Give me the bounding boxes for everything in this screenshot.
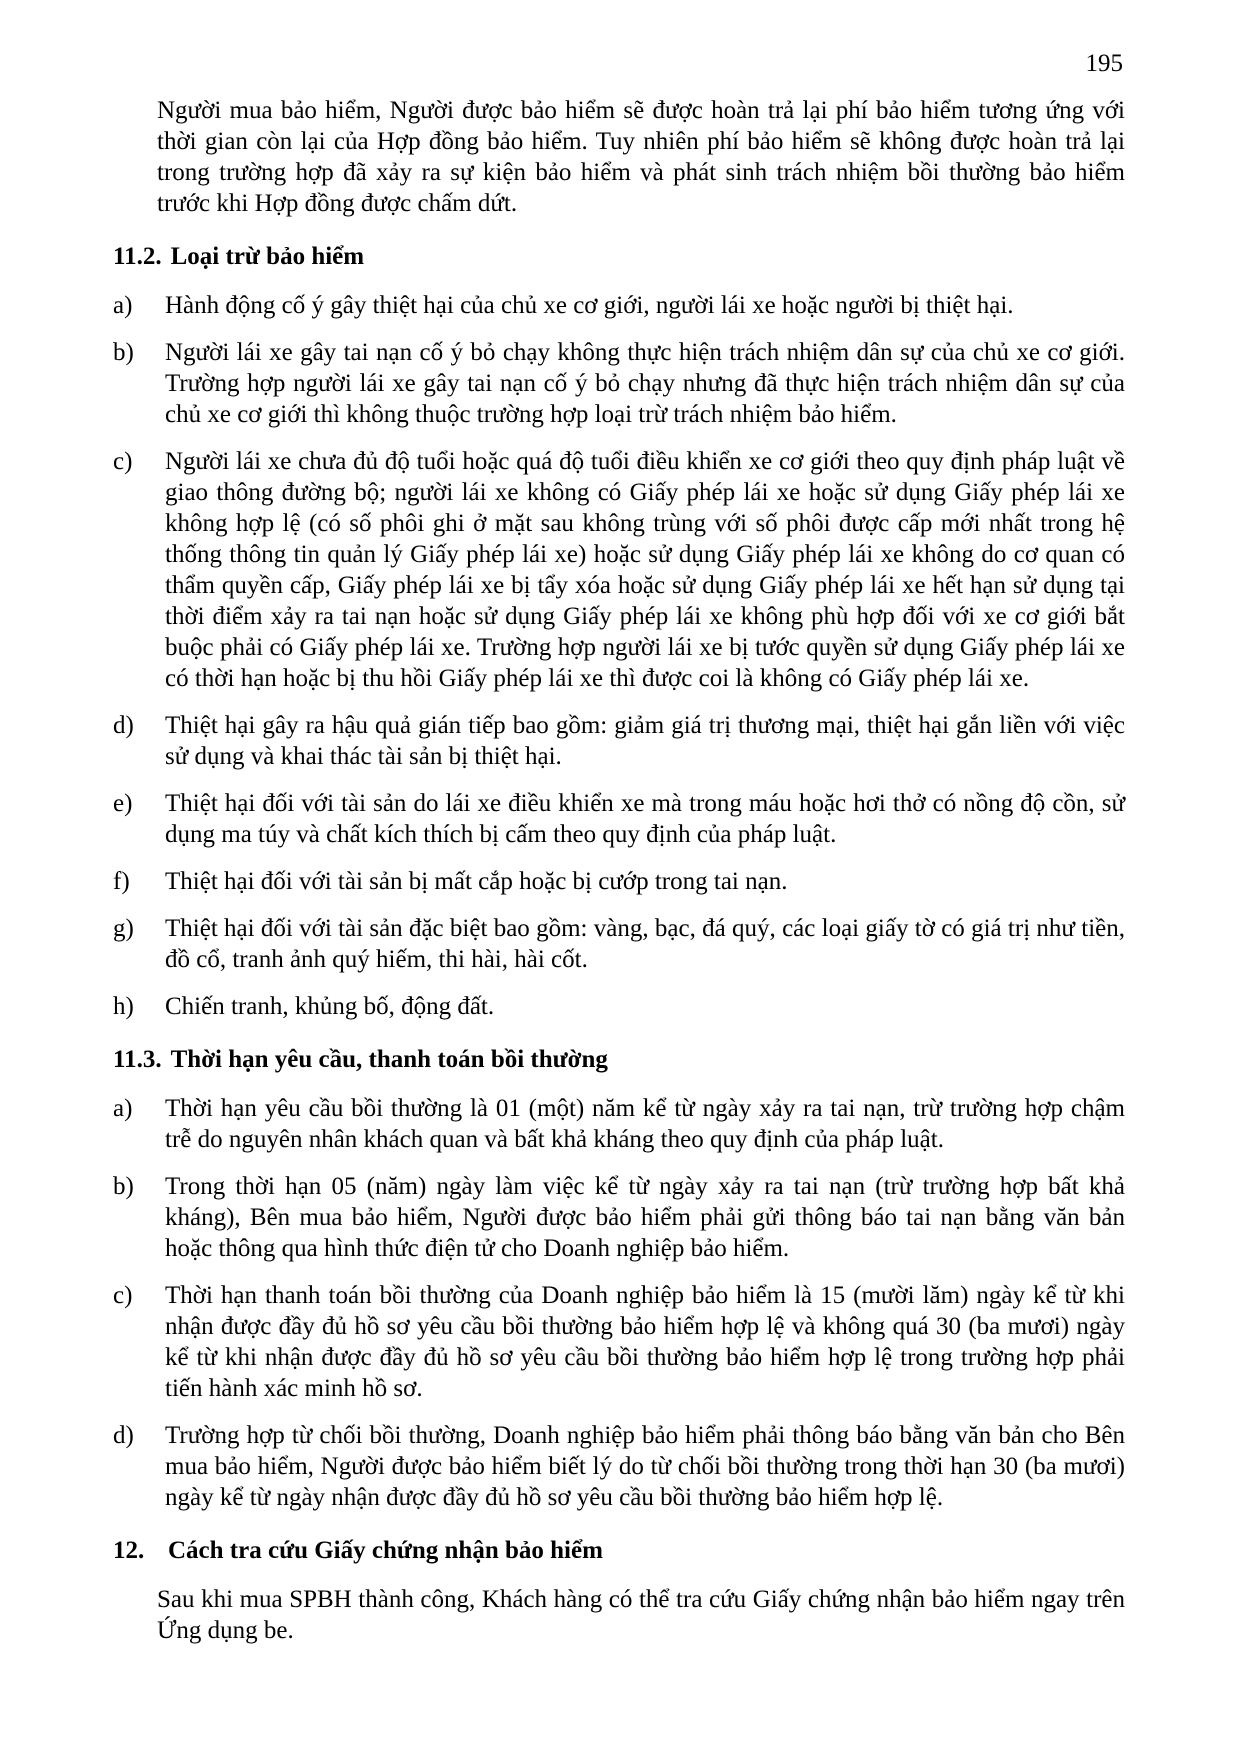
section-heading-11-2 xyxy=(113,241,1125,272)
list-item-text: Trường hợp từ chối bồi thường, Doanh nghiệp bảo hiểm phải thông báo bằng văn bản cho Bên mua bảo hiểm, Người được bảo hiểm biết lý do từ chối bồi thường trong thời hạn 30 (ba mươi) ngày kể từ ngày nhận được đầy đủ hồ sơ yêu cầu bồi thường bảo hiểm hợp lệ. xyxy=(165,1422,1125,1511)
list-item-label: a) xyxy=(113,1095,133,1122)
list-item-text: Thiệt hại gây ra hậu quả gián tiếp bao gồm: giảm giá trị thương mại, thiệt hại gắn liền với việc sử dụng và khai thác tài sản bị thiệt hại. xyxy=(165,712,1125,770)
list-item-text: Người lái xe chưa đủ độ tuổi hoặc quá độ tuổi điều khiển xe cơ giới theo quy định pháp luật về giao thông đường bộ; người lái xe không có Giấy phép lái xe hoặc sử dụng Giấy phép lái xe không hợp lệ (có số phôi ghi ở mặt sau không trùng với số phôi được cấp mới nhất trong hệ thống thông tin quản lý Giấy phép lái xe) hoặc sử dụng Giấy phép lái xe không do cơ quan có thẩm quyền cấp, Giấy phép lái xe bị tẩy xóa hoặc sử dụng Giấy phép lái xe hết hạn sử dụng tại thời điểm xảy ra tai nạn hoặc sử dụng Giấy phép lái xe không phù hợp đối với xe cơ giới bắt buộc phải có Giấy phép lái xe. Trường hợp người lái xe bị tước quyền sử dụng Giấy phép lái xe có thời hạn hoặc bị thu hồi Giấy phép lái xe thì được coi là không có Giấy phép lái xe. xyxy=(165,448,1125,692)
list-item-label: b) xyxy=(113,339,134,366)
list-item-label: c) xyxy=(113,448,133,475)
list-item-label: e) xyxy=(113,790,133,817)
section-number: 11.3. xyxy=(113,1046,162,1073)
list-item-exclusion-c xyxy=(113,446,1125,694)
list-item-label: d) xyxy=(113,712,134,739)
list-item-label: d) xyxy=(113,1422,134,1449)
intro-paragraph: Người mua bảo hiểm, Người được bảo hiểm sẽ được hoàn trả lại phí bảo hiểm tương ứng với thời gian còn lại của Hợp đồng bảo hiểm. Tuy nhiên phí bảo hiểm sẽ không được hoàn trả lại trong trường hợp đã xảy ra sự kiện bảo hiểm và phát sinh trách nhiệm bồi thường bảo hiểm trước khi Hợp đồng được chấm dứt. xyxy=(157,97,1125,217)
list-item-claim-d xyxy=(113,1420,1125,1513)
list-item-exclusion-a xyxy=(113,290,1125,321)
section-title: Loại trừ bảo hiểm xyxy=(170,243,365,270)
list-item-exclusion-e xyxy=(113,788,1125,850)
list-item-label: a) xyxy=(113,292,133,319)
list-item-exclusion-d xyxy=(113,710,1125,772)
list-item-text: Chiến tranh, khủng bố, động đất. xyxy=(165,993,495,1020)
list-item-text: Thiệt hại đối với tài sản đặc biệt bao gồm: vàng, bạc, đá quý, các loại giấy tờ có giá trị như tiền, đồ cổ, tranh ảnh quý hiếm, thi hài, hài cốt. xyxy=(165,915,1125,973)
list-item-label: g) xyxy=(113,915,134,942)
list-item-label: b) xyxy=(113,1173,134,1200)
section-title: Thời hạn yêu cầu, thanh toán bồi thường xyxy=(170,1046,608,1073)
list-item-label: h) xyxy=(113,993,134,1020)
section-title: Cách tra cứu Giấy chứng nhận bảo hiểm xyxy=(168,1537,603,1564)
section-number: 11.2. xyxy=(113,243,162,270)
list-item-claim-a xyxy=(113,1093,1125,1155)
list-item-exclusion-g xyxy=(113,913,1125,975)
list-item-label: f) xyxy=(113,868,130,895)
list-item-exclusion-f xyxy=(113,866,1125,897)
list-item-exclusion-b xyxy=(113,337,1125,430)
section-number: 12. xyxy=(113,1537,145,1564)
section-12-paragraph: Sau khi mua SPBH thành công, Khách hàng có thể tra cứu Giấy chứng nhận bảo hiểm ngay trên Ứng dụng be. xyxy=(157,1586,1125,1644)
list-item-exclusion-h xyxy=(113,991,1125,1022)
section-heading-11-3 xyxy=(113,1044,1125,1075)
list-item-text: Thiệt hại đối với tài sản bị mất cắp hoặc bị cướp trong tai nạn. xyxy=(165,868,788,895)
list-item-text: Hành động cố ý gây thiệt hại của chủ xe cơ giới, người lái xe hoặc người bị thiệt hại. xyxy=(165,292,1014,319)
section-heading-12 xyxy=(113,1535,1125,1566)
list-item-claim-c xyxy=(113,1280,1125,1404)
list-item-text: Thiệt hại đối với tài sản do lái xe điều khiển xe mà trong máu hoặc hơi thở có nồng độ cồn, sử dụng ma túy và chất kích thích bị cấm theo quy định của pháp luật. xyxy=(165,790,1125,848)
list-item-text: Người lái xe gây tai nạn cố ý bỏ chạy không thực hiện trách nhiệm dân sự của chủ xe cơ giới. Trường hợp người lái xe gây tai nạn cố ý bỏ chạy nhưng đã thực hiện trách nhiệm dân sự của chủ xe cơ giới thì không thuộc trường hợp loại trừ trách nhiệm bảo hiểm. xyxy=(165,339,1125,428)
list-item-label: c) xyxy=(113,1282,133,1309)
list-item-claim-b xyxy=(113,1171,1125,1264)
list-item-text: Thời hạn thanh toán bồi thường của Doanh nghiệp bảo hiểm là 15 (mười lăm) ngày kể từ khi nhận được đầy đủ hồ sơ yêu cầu bồi thường bảo hiểm hợp lệ và không quá 30 (ba mươi) ngày kể từ khi nhận được đầy đủ hồ sơ yêu cầu bồi thường bảo hiểm hợp lệ trong trường hợp phải tiến hành xác minh hồ sơ. xyxy=(165,1282,1125,1402)
list-item-text: Trong thời hạn 05 (năm) ngày làm việc kể từ ngày xảy ra tai nạn (trừ trường hợp bất khả kháng), Bên mua bảo hiểm, Người được bảo hiểm phải gửi thông báo tai nạn bằng văn bản hoặc thông qua hình thức điện tử cho Doanh nghiệp bảo hiểm. xyxy=(165,1173,1125,1262)
list-item-text: Thời hạn yêu cầu bồi thường là 01 (một) năm kể từ ngày xảy ra tai nạn, trừ trường hợp chậm trễ do nguyên nhân khách quan và bất khả kháng theo quy định của pháp luật. xyxy=(165,1095,1125,1153)
page-number: 195 xyxy=(1085,50,1123,77)
